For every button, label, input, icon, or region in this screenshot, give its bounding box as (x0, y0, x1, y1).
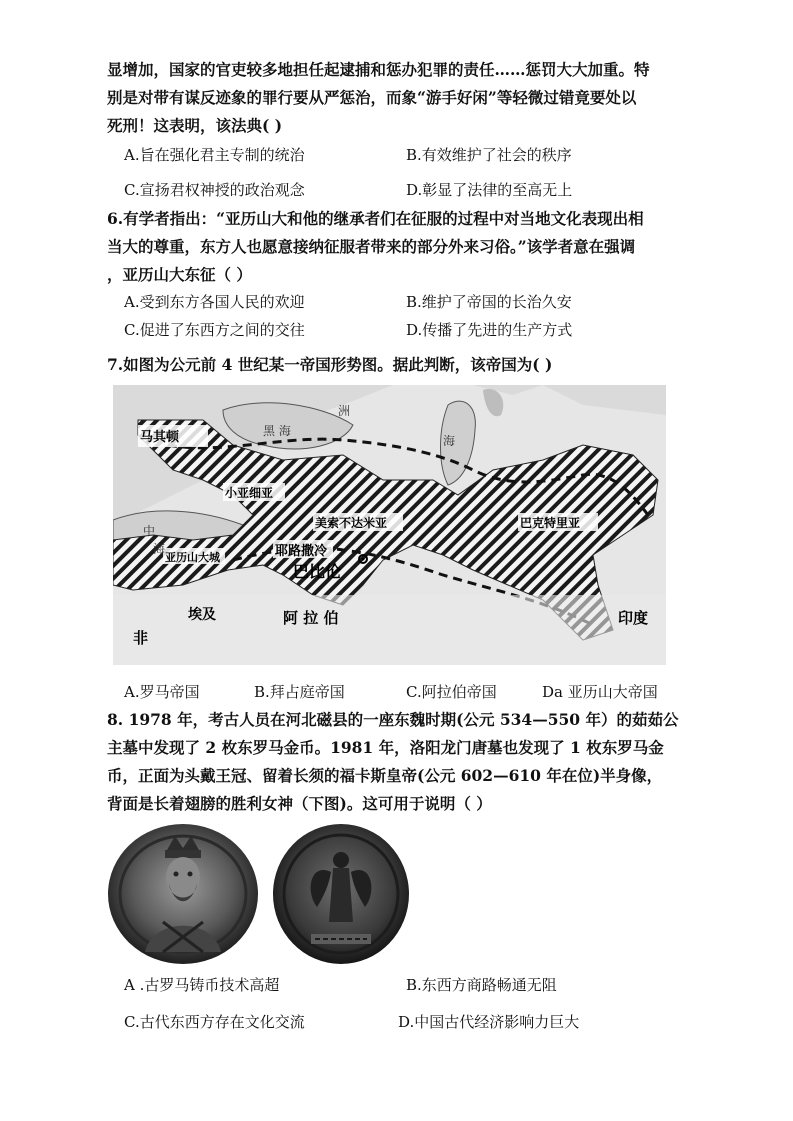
coin-photos (105, 822, 415, 967)
label-med: 中 (143, 524, 156, 538)
label-black-sea: 黑 海 (263, 424, 291, 438)
q5-line-2: 别是对带有谋反迹象的罪行要从严惩治，而象“游手好闲”等轻微过错竟要处以 (107, 88, 637, 107)
label-alexandria: 亚历山大城 (165, 551, 220, 564)
label-mesopotamia: 美索不达米亚 (315, 516, 388, 530)
babylon-dot (362, 558, 365, 561)
q7-option-a: A.罗马帝国 (124, 683, 200, 701)
coin-obverse (108, 824, 258, 964)
q6-line-3: ，亚历山大东征（ ） (107, 265, 252, 284)
q8-line-3: 币，正面为头戴王冠、留着长须的福卡斯皇帝(公元 602—610 年在位)半身像， (107, 766, 663, 785)
label-india: 印度 (618, 609, 649, 627)
q8-line-2: 主墓中发现了 2 枚东罗马金币。1981 年，洛阳龙门唐墓也发现了 1 枚东罗马金 (107, 738, 664, 757)
label-macedonia: 马其顿 (140, 430, 180, 445)
label-sea: 海 (153, 542, 166, 556)
label-continent: 洲 (338, 404, 351, 418)
q7-line: 7.如图为公元前 4 世纪某一帝国形势图。据此判断，该帝国为( ) (107, 355, 553, 374)
q8-option-b: B.东西方商路畅通无阻 (406, 976, 557, 994)
q6-line-1: 6.有学者指出：“亚历山大和他的继承者们在征服的过程中对当地文化表现出相 (107, 209, 644, 228)
q8-line-4: 背面是长着翅膀的胜利女神（下图)。这可用于说明（ ） (107, 794, 492, 813)
q5-option-a: A.旨在强化君主专制的统治 (124, 146, 305, 164)
q7-option-c: C.阿拉伯帝国 (406, 683, 497, 701)
q8-option-d: D.中国古代经济影响力巨大 (398, 1013, 580, 1031)
q8-option-c: C.古代东西方存在文化交流 (124, 1013, 305, 1031)
label-africa: 非 (133, 629, 149, 647)
label-babylon: 巴比伦 (293, 562, 342, 581)
q6-option-b: B.维护了帝国的长治久安 (406, 293, 572, 311)
q7-option-b: B.拜占庭帝国 (254, 683, 345, 701)
label-caspian: 海 (443, 434, 456, 448)
q6-option-d: D.传播了先进的生产方式 (406, 321, 573, 339)
southern-land (113, 595, 666, 665)
q7-option-d: Da 亚历山大帝国 (542, 683, 658, 701)
coin-reverse (273, 824, 409, 964)
label-egypt: 埃及 (188, 607, 216, 623)
q6-line-2: 当大的尊重，东方人也愿意接纳征服者带来的部分外来习俗。”该学者意在强调 (107, 237, 636, 256)
label-asia-minor: 小亚细亚 (225, 486, 274, 500)
q5-line-1: 显增加，国家的官吏较多地担任起逮捕和惩办犯罪的责任……惩罚大大加重。特 (107, 60, 650, 79)
q6-option-a: A.受到东方各国人民的欢迎 (124, 293, 305, 311)
label-arabia: 阿 拉 伯 (283, 609, 339, 627)
q8-option-a: A .古罗马铸币技术高超 (124, 976, 280, 994)
q5-line-3: 死刑！这表明，该法典( ) (107, 116, 283, 135)
q5-option-c: C.宣扬君权神授的政治观念 (124, 181, 305, 199)
label-bactria: 巴克特里亚 (520, 516, 581, 530)
q5-option-b: B.有效维护了社会的秩序 (406, 146, 572, 164)
q5-option-d: D.彰显了法律的至高无上 (406, 181, 573, 199)
empire-map (113, 385, 666, 665)
q8-line-1: 8. 1978 年，考古人员在河北磁县的一座东魏时期(公元 534—550 年）的茹茹公 (107, 710, 679, 729)
label-jerusalem: 耶路撒冷 (275, 544, 328, 559)
q6-option-c: C.促进了东西方之间的交往 (124, 321, 305, 339)
